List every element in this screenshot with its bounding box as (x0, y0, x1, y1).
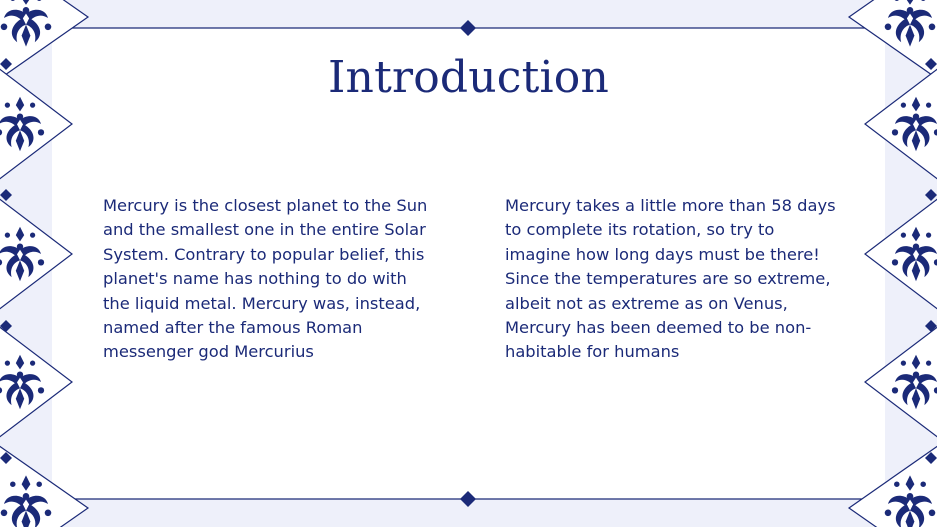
left-paragraph: Mercury is the closest planet to the Sun and the smallest one in the entire Solar System. Contrary to popular belief, this planet's name has nothing to do with the liquid metal. Mercury was, instead, named after the famous Roman messenger god Mercurius (103, 196, 428, 362)
diamond-icon (925, 189, 937, 201)
right-paragraph: Mercury takes a little more than 58 days to complete its rotation, so try to imagine how long days must be there! Since the temperatures are so extreme, albeit not as extreme as on Venus, Mercury has been deemed to be non-habitable for humans (505, 196, 836, 362)
slide-title: Introduction (327, 52, 610, 103)
diamond-icon (0, 189, 12, 201)
